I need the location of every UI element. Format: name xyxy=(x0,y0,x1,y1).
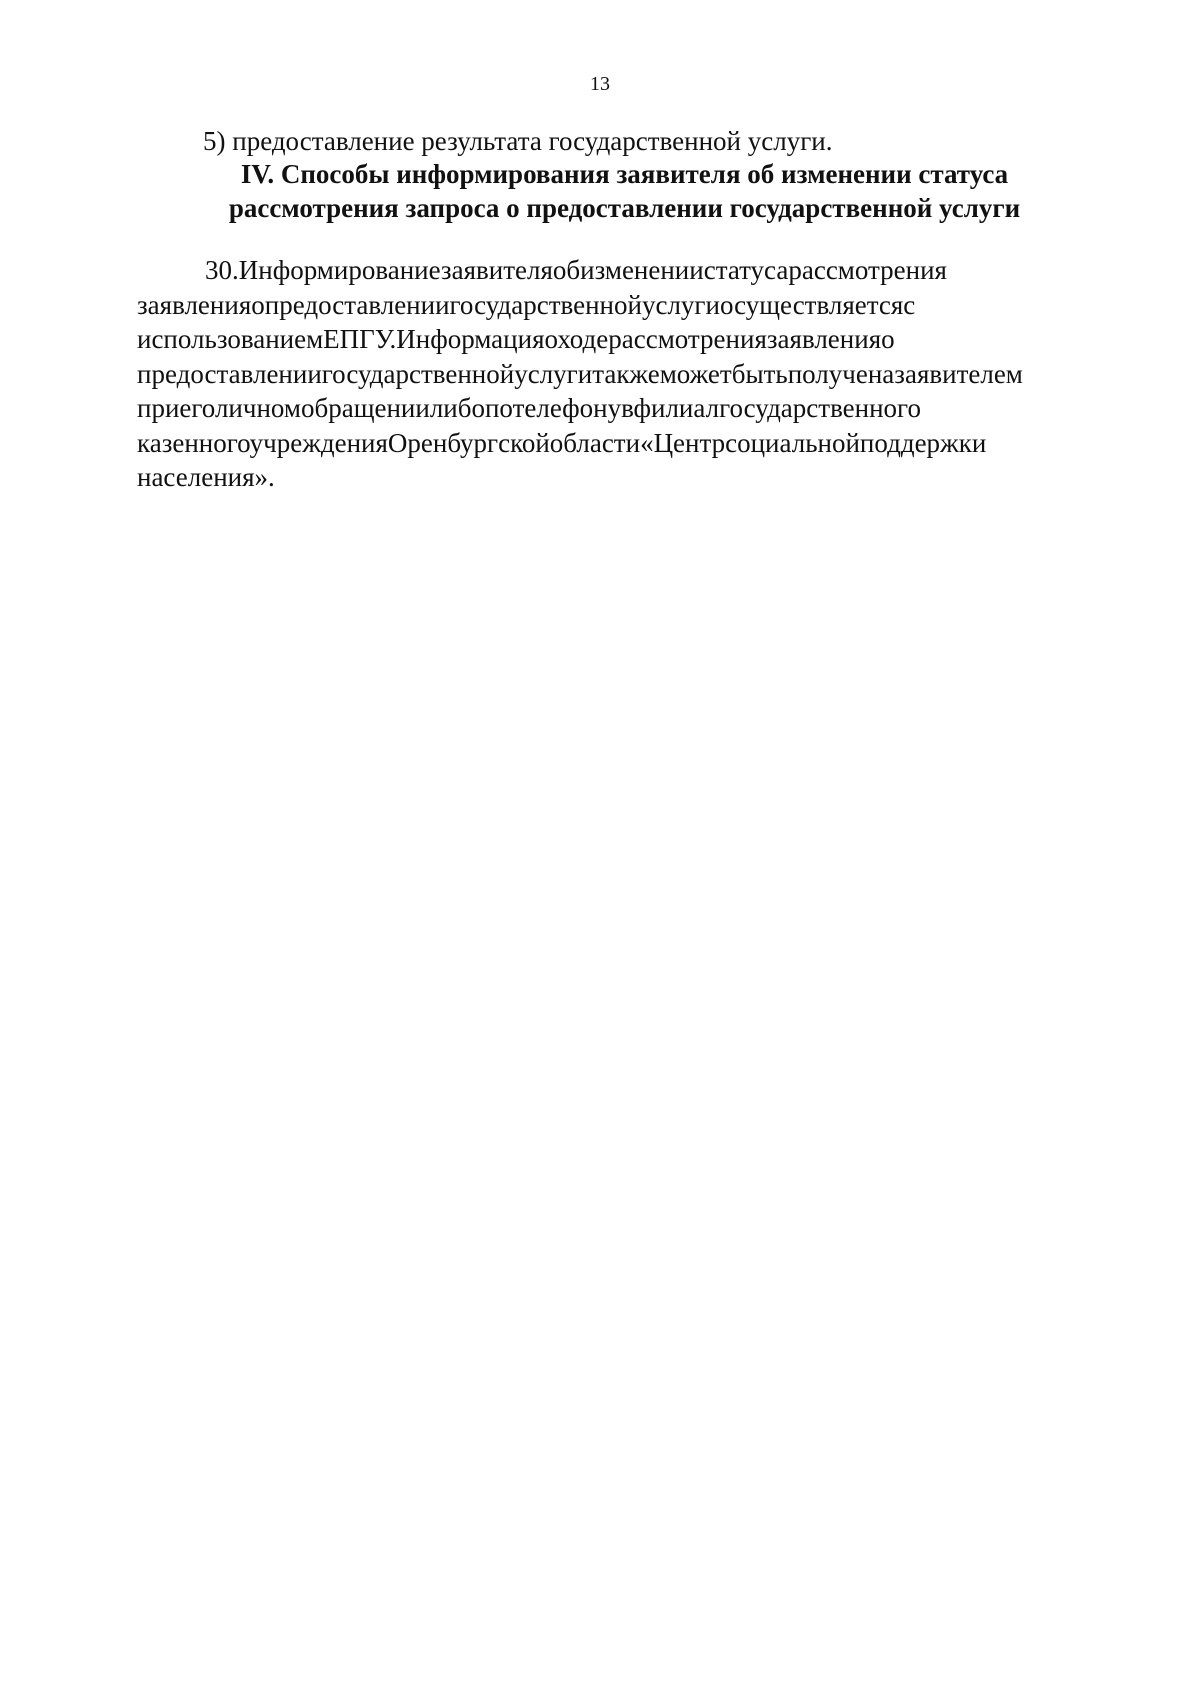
paragraph-word: «Центр xyxy=(640,427,726,458)
paragraph-word: либо xyxy=(429,393,485,423)
paragraph-word: казенного xyxy=(137,427,250,458)
paragraph-word: заявителем xyxy=(894,358,1023,389)
paragraph-word: ходе xyxy=(557,324,609,354)
paragraph-word: о xyxy=(881,324,895,354)
paragraph-word: услуги xyxy=(514,358,593,389)
paragraph-word: по xyxy=(484,393,513,423)
paragraph-word: государственной xyxy=(321,358,515,389)
paragraph-word: получена xyxy=(787,358,895,389)
paragraph-word: осуществляется xyxy=(719,289,904,320)
paragraph-word: Оренбургской xyxy=(387,427,550,458)
paragraph-word: быть xyxy=(731,358,788,389)
paragraph-word: при xyxy=(137,393,180,423)
paragraph-word: заявления xyxy=(766,324,882,354)
paragraph-word: государственного xyxy=(719,393,921,423)
paragraph-word: заявления xyxy=(137,289,252,320)
paragraph-word: может xyxy=(659,358,732,389)
paragraph-line xyxy=(137,426,1112,461)
paragraph-word: 30. xyxy=(205,255,239,285)
paragraph-30 xyxy=(137,253,1112,495)
paragraph-line xyxy=(137,288,1112,323)
paragraph-word: его xyxy=(179,393,215,423)
paragraph-word: об xyxy=(552,255,581,285)
paragraph-word: ЕПГУ. xyxy=(323,324,397,354)
paragraph-word: телефону xyxy=(512,393,622,423)
paragraph-word: рассмотрения xyxy=(608,324,767,354)
paragraph-line xyxy=(137,253,1112,288)
paragraph-line xyxy=(137,357,1112,392)
paragraph-word: предоставлении xyxy=(264,289,450,320)
paragraph-line-last: населения». xyxy=(137,462,275,492)
paragraph-word: социальной xyxy=(725,427,860,458)
paragraph-word: поддержки xyxy=(859,427,987,458)
paragraph-word: области xyxy=(549,427,641,458)
paragraph-word: в xyxy=(621,393,634,423)
paragraph-line xyxy=(137,322,1112,357)
section-heading xyxy=(137,157,1112,225)
list-item-5: 5) предоставление результата государственной услуги. xyxy=(203,126,833,156)
paragraph-word: Информация xyxy=(396,324,545,354)
paragraph-word: филиал xyxy=(633,393,720,423)
paragraph-word: личном xyxy=(214,393,301,423)
paragraph-word: обращении xyxy=(300,393,430,423)
paragraph-word: о xyxy=(544,324,558,354)
paragraph-word: использованием xyxy=(137,324,324,354)
paragraph-word: статуса xyxy=(703,255,789,285)
paragraph-word: государственной xyxy=(449,289,642,320)
paragraph-word: изменении xyxy=(580,255,704,285)
paragraph-line xyxy=(137,391,1112,426)
paragraph-word: рассмотрения xyxy=(788,255,947,285)
paragraph-word: Информирование xyxy=(238,255,441,285)
paragraph-word: услуги xyxy=(641,289,720,320)
section-heading-line-2: рассмотрения запроса о предоставлении государственной услуги xyxy=(228,193,1021,223)
paragraph-word: заявителя xyxy=(440,255,553,285)
paragraph-word: учреждения xyxy=(249,427,388,458)
paragraph-word: предоставлении xyxy=(137,358,322,389)
paragraph-word: о xyxy=(251,289,265,320)
page-number: 13 xyxy=(590,73,610,95)
paragraph-word: с xyxy=(903,289,916,320)
section-heading-line-1: IV. Способы информирования заявителя об изменении статуса xyxy=(240,159,1009,189)
paragraph-word: также xyxy=(592,358,660,389)
